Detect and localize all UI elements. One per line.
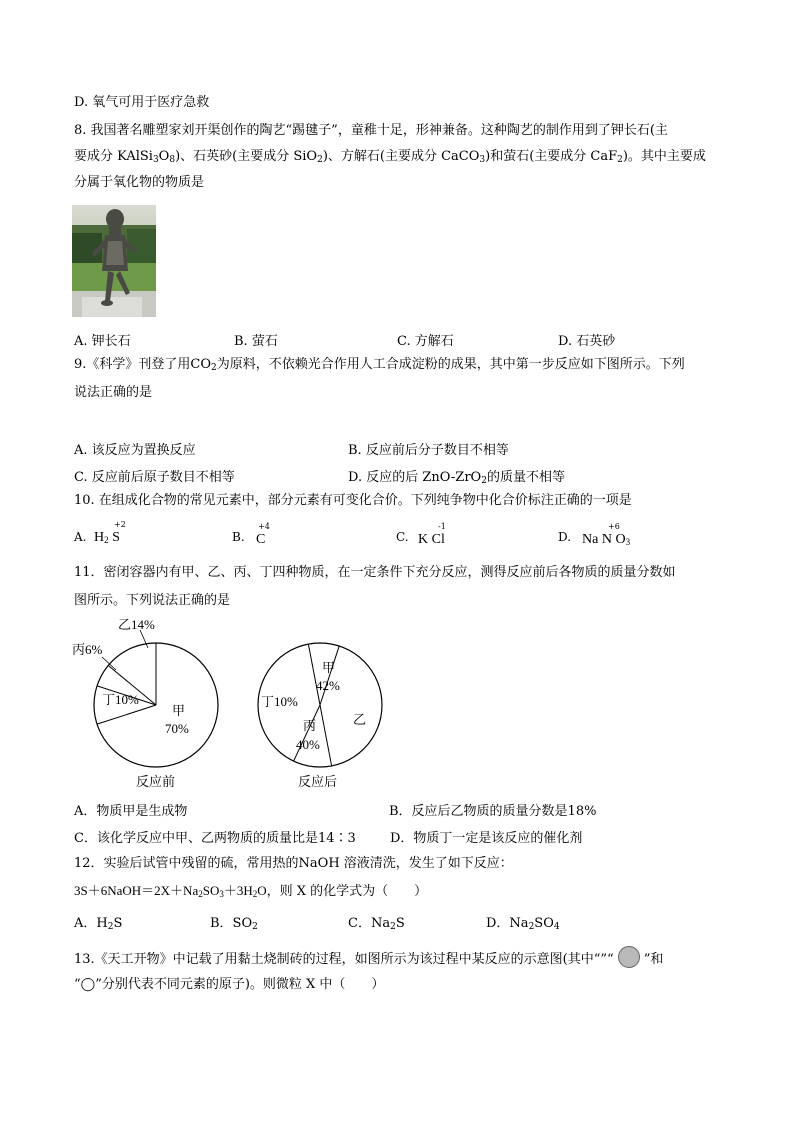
q7-option-d: D. 氧气可用于医疗急救 bbox=[74, 95, 210, 110]
q8-stem-line3: 分属于氧化物的物质是 bbox=[74, 175, 205, 190]
q12-option-c: C．$Na_2S$ bbox=[348, 916, 405, 932]
q10-d-label: D. bbox=[558, 530, 572, 544]
pie-after-title: 反应后 bbox=[298, 774, 338, 789]
q11-option-b: B．反应后乙物质的质量分数是18% bbox=[389, 804, 597, 819]
q10-a-label: A. bbox=[74, 530, 87, 544]
q13-stem-line1: 13.《天工开物》中记载了用黏土烧制砖的过程，如图所示为该过程中某反应的示意图(其中“”“ ”和 bbox=[74, 946, 663, 969]
q10-c-formula: K Cl bbox=[418, 532, 445, 547]
q8-option-a: A. 钾长石 bbox=[74, 334, 131, 349]
q10-d-formula: Na N $O_3$ bbox=[582, 532, 631, 547]
pie-after-divider-bing-ding bbox=[294, 705, 320, 761]
q10-b-valence: +4 bbox=[258, 522, 270, 531]
pie-before-label-ding: 丁10% bbox=[102, 692, 139, 707]
q12-equation: $3S+6NaOH=2X+Na_2SO_3+3H_2O$，则 X 的化学式为（ ） bbox=[74, 883, 428, 899]
q11-option-d: D．物质丁一定是该反应的催化剂 bbox=[390, 831, 583, 846]
gray-atom-icon bbox=[618, 946, 640, 968]
pie-after-label-yi: 乙 bbox=[353, 712, 367, 727]
q12-option-d: D．$Na_2SO_4$ bbox=[486, 916, 560, 932]
pie-after-divider-yi-bing bbox=[308, 644, 320, 705]
q9-option-b: B. 反应前后分子数目不相等 bbox=[348, 443, 509, 458]
pie-after-label-bing: 40% bbox=[296, 737, 320, 752]
q11-option-c: C．该化学反应中甲、乙两物质的质量比是14∶3 bbox=[74, 831, 356, 846]
pie-charts bbox=[60, 612, 400, 797]
pie-after-label-jia-name: 甲 bbox=[322, 660, 336, 675]
pie-after-divider-ding-jia bbox=[320, 705, 332, 766]
q9-stem-line1: 9.《科学》刊登了用$CO_2$为原料，不依赖光合作用人工合成淀粉的成果，其中第一步反应如下图所示。下列 bbox=[74, 357, 685, 373]
q9-option-c: C. 反应前后原子数目不相等 bbox=[74, 470, 235, 485]
q10-c-valence: -1 bbox=[438, 522, 446, 531]
q8-stem-line2: 要成分 $KAlSi_3O_8$)、石英砂(主要成分 SiO$_2$)、方解石(主要成分 CaCO$_3$)和萤石(主要成分 CaF$_2$)。其中主要成 bbox=[74, 149, 706, 165]
pie-after-label-ding: 丁10% bbox=[261, 694, 298, 709]
q13-stem-line2: “◯”分别代表不同元素的原子)。则微粒 X 中（ ） bbox=[74, 977, 385, 992]
q9-option-d: D. 反应的后 ZnO-ZrO$_2$的质量不相等 bbox=[348, 470, 565, 486]
q8-option-b: B. 萤石 bbox=[234, 334, 278, 349]
q8-stem-line1: 8. 我国著名雕塑家刘开渠创作的陶艺“踢毽子”，童稚十足，形神兼备。这种陶艺的制作用到了钾长石(主 bbox=[74, 123, 668, 138]
pie-before-divider-ding-jia bbox=[97, 705, 156, 724]
q11-stem-line1: 11．密闭容器内有甲、乙、丙、丁四种物质，在一定条件下充分反应，测得反应前后各物质的质量分数如 bbox=[74, 565, 676, 580]
q10-a-formula: $H_2$ S bbox=[94, 530, 120, 545]
pie-before-title: 反应前 bbox=[136, 774, 176, 789]
q12-stem: 12．实验后试管中残留的硫，常用热的NaOH 溶液清洗，发生了如下反应： bbox=[74, 856, 513, 871]
q10-c-label: C. bbox=[396, 530, 409, 544]
pie-before-label-jia-name: 甲 bbox=[172, 703, 186, 718]
q10-b-formula: C bbox=[256, 532, 266, 547]
q11-option-a: A．物质甲是生成物 bbox=[74, 804, 188, 819]
q12-option-b: B．$SO_2$ bbox=[210, 916, 258, 932]
q10-stem: 10. 在组成化合物的常见元素中，部分元素有可变化合价。下列纯争物中化合价标注正确的一项是 bbox=[74, 493, 632, 508]
q10-a-valence: +2 bbox=[114, 520, 126, 529]
pie-before-label-bing: 丙6% bbox=[72, 642, 103, 657]
pie-after-label-jia: 42% bbox=[316, 678, 340, 693]
q9-option-a: A. 该反应为置换反应 bbox=[74, 443, 196, 458]
q12-option-a: A．$H_2S$ bbox=[74, 916, 123, 932]
q8-option-d: D. 石英砂 bbox=[558, 334, 616, 349]
q10-d-valence: +6 bbox=[608, 522, 620, 531]
pie-before-label-yi: 乙14% bbox=[118, 617, 155, 632]
pie-before-label-jia: 70% bbox=[165, 721, 189, 736]
pie-after-label-bing-name: 丙 bbox=[303, 718, 317, 733]
q9-stem-line2: 说法正确的是 bbox=[74, 385, 153, 400]
q8-option-c: C. 方解石 bbox=[397, 334, 454, 349]
pie-after-divider-jia-yi bbox=[320, 646, 339, 705]
q10-b-label: B. bbox=[232, 530, 245, 544]
q11-stem-line2: 图所示。下列说法正确的是 bbox=[74, 593, 231, 608]
sculpture-photo bbox=[72, 205, 156, 317]
